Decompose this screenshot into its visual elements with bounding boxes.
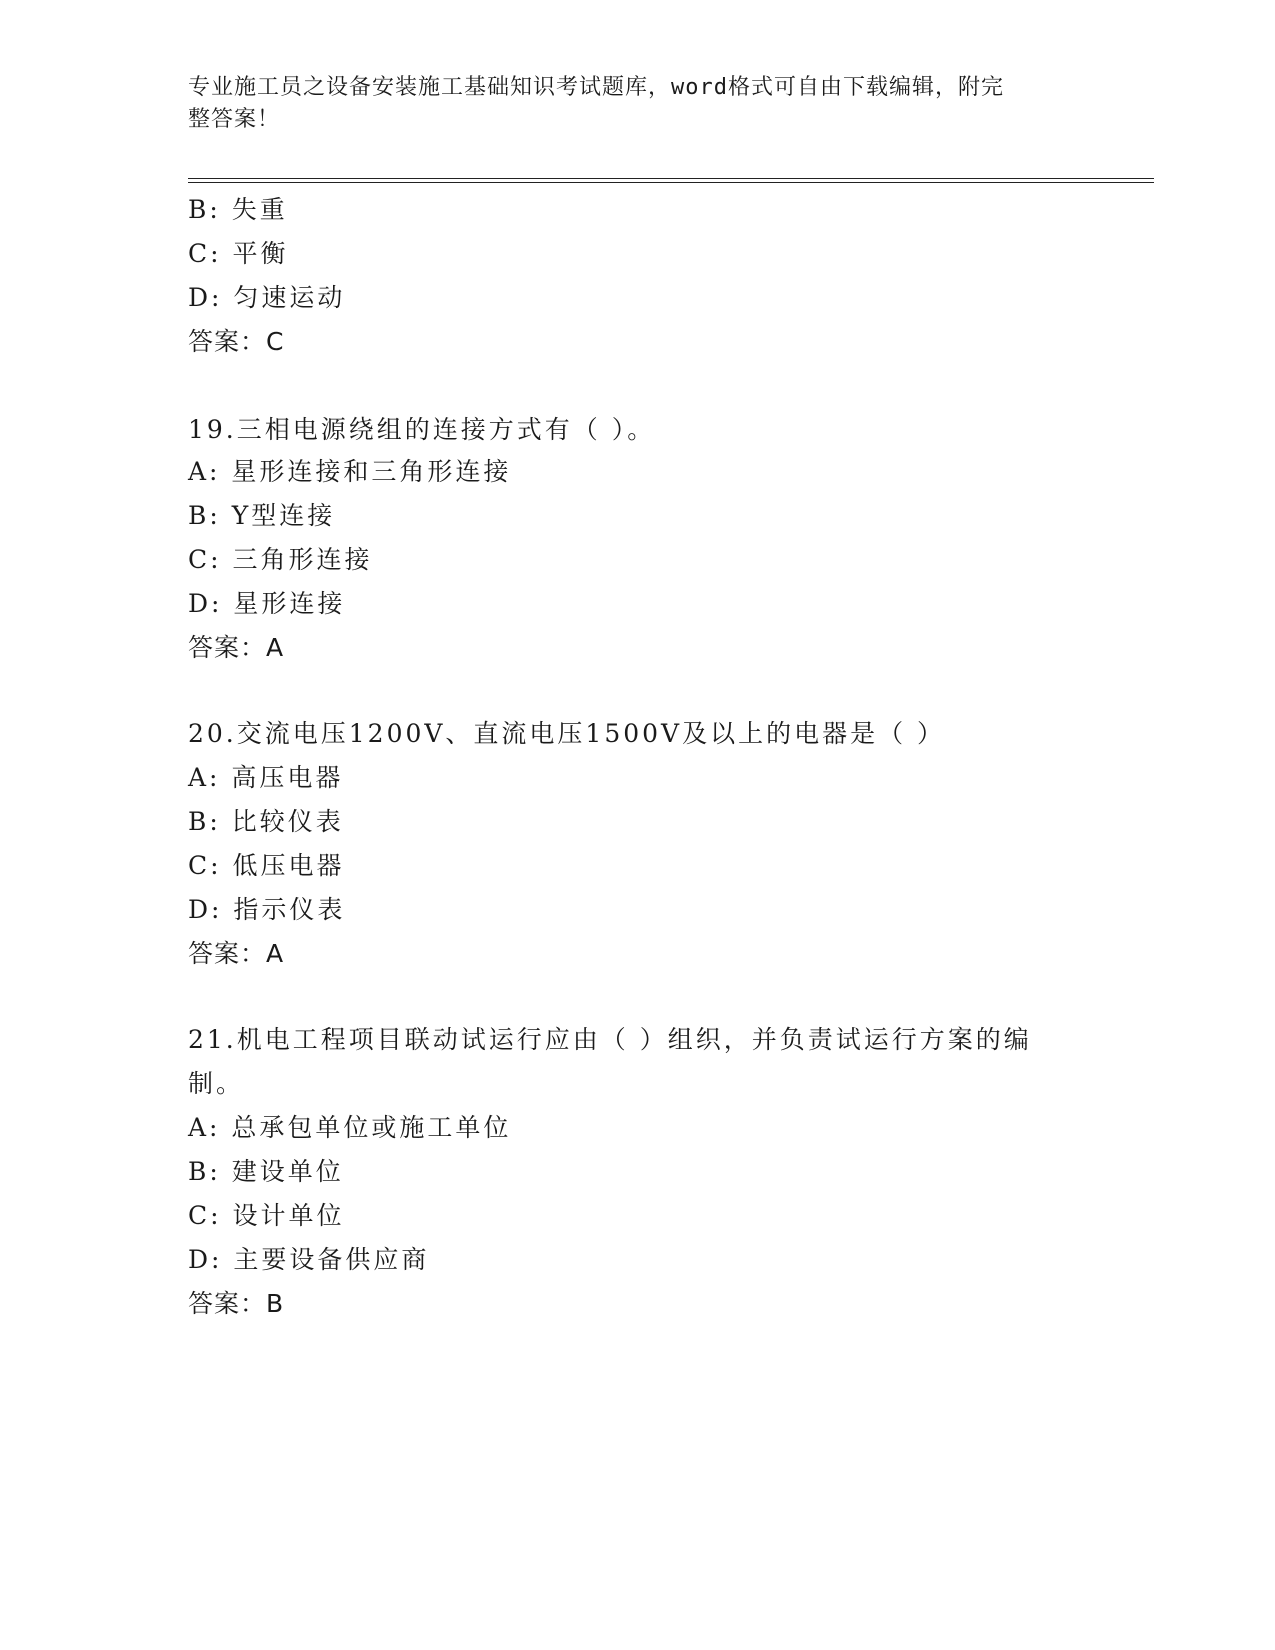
q19-option-b: B: Y型连接 (188, 501, 336, 530)
q18-option-c: C: 平衡 (188, 239, 289, 268)
q18-answer: 答案：C (188, 327, 285, 356)
q21-question-line-2: 制。 (188, 1069, 245, 1098)
q19-option-a: A: 星形连接和三角形连接 (188, 457, 512, 486)
q18-option-b: B: 失重 (188, 195, 288, 224)
header-divider-bottom (188, 182, 1154, 183)
header-divider-top (188, 178, 1154, 179)
q19-option-c: C: 三角形连接 (188, 545, 373, 574)
q21-answer: 答案：B (188, 1289, 285, 1318)
q20-answer: 答案：A (188, 939, 285, 968)
q20-option-b: B: 比较仪表 (188, 807, 344, 836)
q21-option-d: D: 主要设备供应商 (188, 1245, 430, 1274)
q19-answer: 答案：A (188, 633, 285, 662)
q19-question: 19.三相电源绕组的连接方式有（ ）。 (188, 415, 656, 444)
q21-question-line-1: 21.机电工程项目联动试运行应由（ ）组织，并负责试运行方案的编 (188, 1025, 1032, 1054)
q21-option-a: A: 总承包单位或施工单位 (188, 1113, 512, 1142)
q21-option-b: B: 建设单位 (188, 1157, 344, 1186)
header-title-line-2: 整答案！ (188, 107, 281, 132)
q18-option-d: D: 匀速运动 (188, 283, 346, 312)
document-header (188, 72, 1068, 136)
q20-option-a: A: 高压电器 (188, 763, 344, 792)
q19-option-d: D: 星形连接 (188, 589, 346, 618)
q20-option-d: D: 指示仪表 (188, 895, 346, 924)
q21-option-c: C: 设计单位 (188, 1201, 345, 1230)
header-title-line-1: 专业施工员之设备安装施工基础知识考试题库，word格式可自由下载编辑，附完 (188, 75, 1004, 100)
q20-option-c: C: 低压电器 (188, 851, 345, 880)
q20-question: 20.交流电压1200V、直流电压1500V及以上的电器是（ ） (188, 719, 946, 748)
